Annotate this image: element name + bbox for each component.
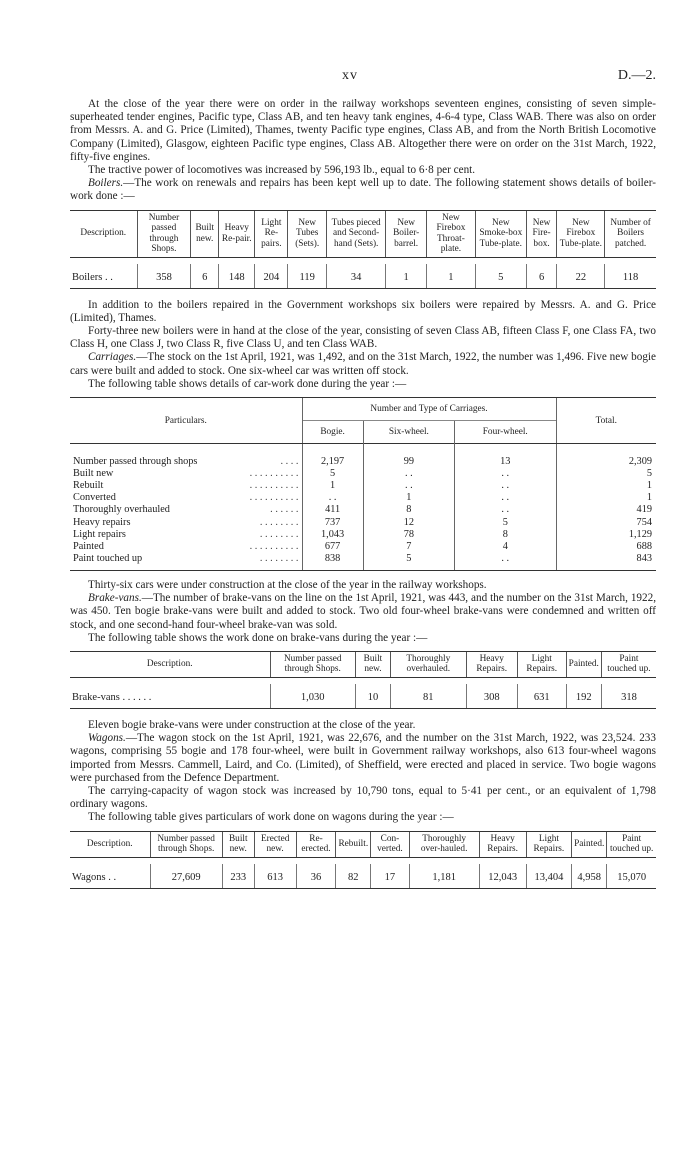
leader-dots: . . . . . . . . . . — [249, 480, 299, 492]
brake-van-cell-2: 10 — [355, 684, 390, 709]
wagon-cell-11: 15,070 — [607, 864, 656, 889]
carriage-row-label — [70, 517, 302, 529]
wagon-col-header-11: Paint touched up. — [607, 831, 656, 857]
wagon-cell-0: Wagons . . — [70, 864, 150, 889]
carriage-total-cell: 1,129 — [556, 529, 656, 541]
carriage-row — [70, 529, 656, 541]
wagon-col-header-2: Built new. — [222, 831, 254, 857]
wagon-cell-2: 233 — [222, 864, 254, 889]
carriage-value-cell: 5 — [455, 517, 556, 529]
carriage-value-cell: 2,197 — [302, 456, 363, 468]
carriage-bogie-header: Bogie. — [302, 421, 363, 444]
brake-van-col-header-7: Paint touched up. — [601, 651, 656, 677]
carriage-row-label-text: Converted — [73, 492, 116, 504]
boiler-cell-6: 34 — [326, 264, 385, 289]
para-wagon-intro: The following table gives particulars of work done on wagons during the year :— — [88, 811, 454, 824]
carriage-value-cell: 1,043 — [302, 529, 363, 541]
leader-dots: . . . . . . . . — [259, 552, 299, 564]
carriage-row-label-text: Thoroughly overhauled — [73, 504, 170, 516]
carriage-row-label — [70, 456, 302, 468]
carriage-value-cell: 8 — [455, 529, 556, 541]
wagon-col-header-6: Con-verted. — [371, 831, 410, 857]
para-cars-under-construction: Thirty-six cars were under construction at the close of the year in the railway workshops. — [88, 578, 487, 591]
brake-van-cell-1: 1,030 — [270, 684, 355, 709]
carriage-row — [70, 553, 656, 565]
carriage-total-header: Total. — [556, 398, 656, 444]
carriage-value-cell: 838 — [302, 553, 363, 565]
wagon-col-header-8: Heavy Repairs. — [479, 831, 526, 857]
para-engines-on-order: At the close of the year there were on order in the railway workshops seventeen engines, consisting of seven simple-superheated tender engines, Pacific type, Class AB, and ten heavy tank engines, 4-6-4 type, Class WAB. There was also on order from Messrs. A. and G. Price (Limited), Thames, twenty Pacific type engines, Class AB, and from the North British Locomotive Company (Limited), Glasgow, eighteen Pacific type engines, Class AB. Altogether there were on order on the 31st March, 1922, fifty-five engines. — [70, 98, 656, 163]
carriage-value-cell: 7 — [363, 541, 454, 553]
carriage-total-cell: 754 — [556, 517, 656, 529]
boiler-table-row — [70, 264, 656, 289]
wagon-col-header-0: Description. — [70, 831, 150, 857]
carriage-total-cell: 419 — [556, 504, 656, 516]
carriage-row-label — [70, 504, 302, 516]
boiler-cell-2: 6 — [191, 264, 219, 289]
brake-van-cell-5: 631 — [517, 684, 566, 709]
carriage-value-cell: 8 — [363, 504, 454, 516]
brake-van-col-header-0: Description. — [70, 651, 270, 677]
para-brake-vans-under-construction: Eleven bogie brake-vans were under construction at the close of the year. — [88, 718, 416, 731]
wagon-cell-3: 613 — [254, 864, 296, 889]
carriage-four-wheel-header: Four-wheel. — [455, 421, 556, 444]
page-number: xv — [342, 68, 358, 83]
para-wagons: Wagons.—The wagon stock on the 1st April, 1921, was 22,676, and the number on the 31st March, 1922, was 23,524. 233 wagons, comprising 55 bogie and 178 four-wheel, were built in Government railway workshops, also 613 four-wheel wagons imported from Messrs. Cammell, Laird, and Co. (Limited), of Sheffield, were erected and placed in service. Two bogie wagons were purchased from the Defence Department. — [70, 732, 656, 784]
carriage-value-cell: 411 — [302, 504, 363, 516]
boiler-col-header-4: Light Re-pairs. — [255, 210, 288, 257]
boiler-col-header-1: Number passed through Shops. — [137, 210, 191, 257]
boiler-cell-11: 22 — [557, 264, 605, 289]
carriage-value-cell: . . — [455, 504, 556, 516]
carriage-total-cell: 843 — [556, 553, 656, 565]
carriage-value-cell: 1 — [363, 492, 454, 504]
boiler-cell-12: 118 — [605, 264, 656, 289]
para-tractive-power: The tractive power of locomotives was increased by 596,193 lb., equal to 6·8 per cent. — [88, 164, 476, 177]
carriage-row-label-text: Heavy repairs — [73, 516, 131, 528]
brake-van-cell-6: 192 — [566, 684, 601, 709]
wagon-col-header-4: Re-erected. — [296, 831, 336, 857]
carriage-particulars-header: Particulars. — [70, 398, 302, 444]
boiler-col-header-12: Number of Boilers patched. — [605, 210, 656, 257]
label-wagons: Wagons. — [88, 732, 126, 745]
boiler-cell-4: 204 — [255, 264, 288, 289]
para-carrying-capacity: The carrying-capacity of wagon stock was increased by 10,790 tons, equal to 5·41 per cent., or an equivalent of 1,798 ordinary wagons. — [70, 784, 656, 811]
carriage-value-cell: 12 — [363, 517, 454, 529]
carriage-total-cell: 1 — [556, 480, 656, 492]
wagon-table-row — [70, 864, 656, 889]
para-brake-vans: Brake-vans.—The number of brake-vans on the line on the 1st April, 1921, was 443, and the number on the 31st March, 1922, was 450. Ten bogie brake-vans were built and added to stock. Two old four-wheel brake-vans were condemned and written off stock, and one second-hand four-wheel brake-van was sold. — [70, 592, 656, 631]
carriage-value-cell: . . — [455, 480, 556, 492]
boiler-cell-5: 119 — [288, 264, 327, 289]
carriage-row — [70, 480, 656, 492]
brake-van-table — [70, 651, 656, 709]
carriage-row-label-text: Built new — [73, 468, 114, 480]
carriage-row-label — [70, 541, 302, 553]
carriage-value-cell: 1 — [302, 480, 363, 492]
boiler-col-header-3: Heavy Re-pair. — [219, 210, 255, 257]
boiler-cell-3: 148 — [219, 264, 255, 289]
carriage-row — [70, 492, 656, 504]
brake-van-table-header — [70, 651, 656, 677]
wagon-table — [70, 831, 656, 889]
boiler-col-header-8: New Firebox Throat-plate. — [426, 210, 475, 257]
carriage-total-cell: 5 — [556, 468, 656, 480]
boiler-table — [70, 210, 656, 289]
brake-van-col-header-3: Thoroughly overhauled. — [390, 651, 466, 677]
label-brake-vans: Brake-vans. — [88, 592, 142, 605]
leader-dots: . . . . . . . . — [259, 516, 299, 528]
leader-dots: . . . . . . . . . . — [249, 492, 299, 504]
carriage-row — [70, 541, 656, 553]
brake-van-cell-0: Brake-vans . . . . . . — [70, 684, 270, 709]
boiler-table-header — [70, 210, 656, 257]
wagon-cell-7: 1,181 — [409, 864, 479, 889]
brake-van-col-header-5: Light Repairs. — [517, 651, 566, 677]
carriage-row-label — [70, 468, 302, 480]
carriage-value-cell: 13 — [455, 456, 556, 468]
carriage-row-label-text: Paint touched up — [73, 552, 143, 564]
brake-van-table-row — [70, 684, 656, 709]
carriage-group-header: Number and Type of Carriages. — [302, 398, 556, 421]
wagon-cell-8: 12,043 — [479, 864, 526, 889]
leader-dots: . . . . . . . . — [259, 528, 299, 540]
boiler-cell-9: 5 — [475, 264, 526, 289]
para-boilers: Boilers.—The work on renewals and repairs has been kept well up to date. The following statement shows details of boiler-work done :— — [70, 177, 656, 203]
leader-dots: . . . . . . . . . . — [249, 468, 299, 480]
brake-van-col-header-4: Heavy Repairs. — [466, 651, 517, 677]
wagon-col-header-3: Erected new. — [254, 831, 296, 857]
carriage-row — [70, 468, 656, 480]
boiler-col-header-10: New Fire-box. — [526, 210, 557, 257]
boiler-col-header-11: New Firebox Tube-plate. — [557, 210, 605, 257]
carriage-total-cell: 688 — [556, 541, 656, 553]
carriage-total-cell: 2,309 — [556, 456, 656, 468]
carriage-total-cell: 1 — [556, 492, 656, 504]
carriage-row — [70, 504, 656, 516]
carriage-value-cell: 4 — [455, 541, 556, 553]
wagon-col-header-5: Rebuilt. — [336, 831, 371, 857]
document-reference: D.—2. — [617, 68, 656, 83]
wagon-cell-9: 13,404 — [526, 864, 571, 889]
boiler-col-header-6: Tubes pieced and Second-hand (Sets). — [326, 210, 385, 257]
carriage-value-cell: 677 — [302, 541, 363, 553]
wagon-cell-5: 82 — [336, 864, 371, 889]
boiler-col-header-5: New Tubes (Sets). — [288, 210, 327, 257]
wagon-table-header — [70, 831, 656, 857]
carriage-row — [70, 456, 656, 468]
carriage-row — [70, 517, 656, 529]
boiler-cell-1: 358 — [137, 264, 191, 289]
brake-van-cell-3: 81 — [390, 684, 466, 709]
boiler-cell-7: 1 — [386, 264, 427, 289]
leader-dots: . . . . . . — [270, 504, 299, 516]
boiler-cell-0: Boilers . . — [70, 264, 137, 289]
carriage-value-cell: . . — [455, 468, 556, 480]
carriage-table — [70, 397, 656, 571]
carriage-value-cell: . . — [455, 492, 556, 504]
carriage-value-cell: 5 — [363, 553, 454, 565]
boiler-col-header-0: Description. — [70, 210, 137, 257]
boiler-col-header-9: New Smoke-box Tube-plate. — [475, 210, 526, 257]
label-boilers: Boilers. — [88, 177, 124, 190]
carriage-row-label — [70, 553, 302, 565]
carriage-value-cell: . . — [302, 492, 363, 504]
wagon-cell-6: 17 — [371, 864, 410, 889]
carriage-six-wheel-header: Six-wheel. — [363, 421, 454, 444]
carriage-row-label-text: Number passed through shops — [73, 456, 198, 468]
boiler-col-header-7: New Boiler-barrel. — [386, 210, 427, 257]
para-brake-van-intro: The following table shows the work done on brake-vans during the year :— — [88, 631, 428, 644]
carriage-value-cell: 99 — [363, 456, 454, 468]
para-boilers-repaired: In addition to the boilers repaired in the Government workshops six boilers were repaired by Messrs. A. and G. Price (Limited), Thames. — [70, 298, 656, 324]
leader-dots: . . . . . . . . . . — [249, 540, 299, 552]
wagon-col-header-10: Painted. — [572, 831, 607, 857]
wagon-cell-10: 4,958 — [572, 864, 607, 889]
boiler-cell-8: 1 — [426, 264, 475, 289]
carriage-value-cell: 737 — [302, 517, 363, 529]
boiler-col-header-2: Built new. — [191, 210, 219, 257]
label-carriages: Carriages. — [88, 351, 137, 364]
wagon-col-header-7: Thoroughly over-hauled. — [409, 831, 479, 857]
carriage-value-cell: . . — [455, 553, 556, 565]
wagon-cell-4: 36 — [296, 864, 336, 889]
para-new-boilers: Forty-three new boilers were in hand at the close of the year, consisting of seven Class AB, fifteen Class F, one Class FA, two Class H, one Class J, two Class R, five Class U, and ten Class WAB. — [70, 325, 656, 351]
carriage-value-cell: 78 — [363, 529, 454, 541]
wagon-col-header-9: Light Repairs. — [526, 831, 571, 857]
carriage-value-cell: 5 — [302, 468, 363, 480]
carriage-row-label-text: Light repairs — [73, 528, 126, 540]
brake-van-col-header-1: Number passed through Shops. — [270, 651, 355, 677]
carriage-row-label-text: Painted — [73, 540, 104, 552]
carriage-row-label — [70, 492, 302, 504]
carriage-row-label-text: Rebuilt — [73, 480, 104, 492]
carriage-value-cell: . . — [363, 480, 454, 492]
brake-van-col-header-6: Painted. — [566, 651, 601, 677]
brake-van-col-header-2: Built new. — [355, 651, 390, 677]
carriage-value-cell: . . — [363, 468, 454, 480]
carriage-row-label — [70, 480, 302, 492]
brake-van-cell-4: 308 — [466, 684, 517, 709]
wagon-cell-1: 27,609 — [150, 864, 222, 889]
boiler-cell-10: 6 — [526, 264, 557, 289]
carriage-row-label — [70, 529, 302, 541]
leader-dots: . . . . — [280, 456, 299, 468]
wagon-col-header-1: Number passed through Shops. — [150, 831, 222, 857]
brake-van-cell-7: 318 — [601, 684, 656, 709]
para-car-work-intro: The following table shows details of car-work done during the year :— — [88, 377, 407, 390]
para-carriages: Carriages.—The stock on the 1st April, 1921, was 1,492, and on the 31st March, 1922, the number was 1,496. Five new bogie cars were built and added to stock. One six-wheel car was written off stock. — [70, 351, 656, 377]
